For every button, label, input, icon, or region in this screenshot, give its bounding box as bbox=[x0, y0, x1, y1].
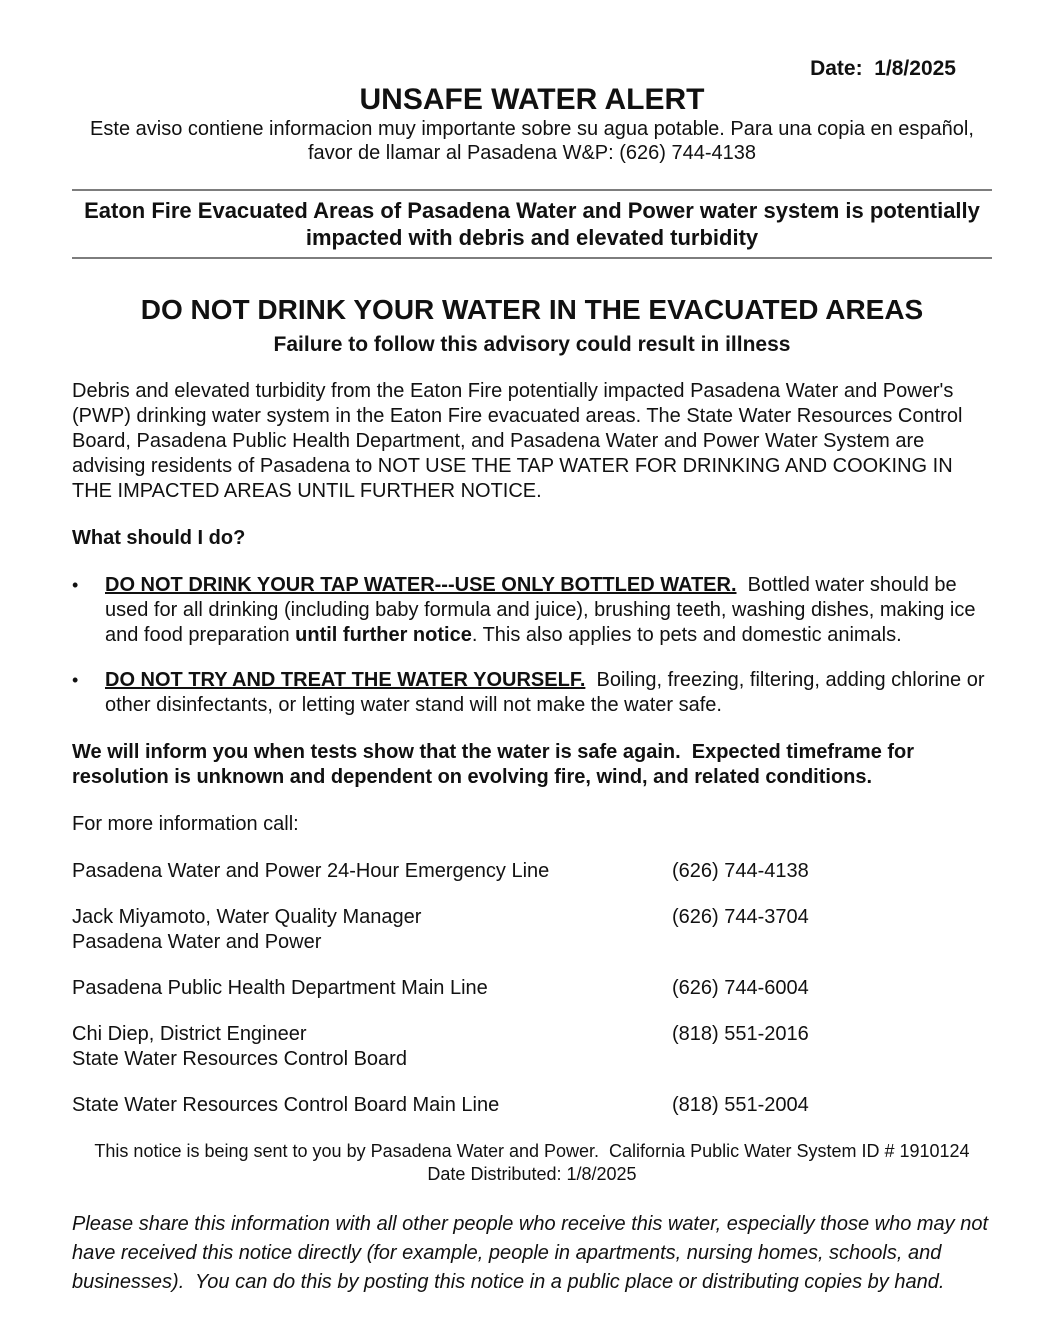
contact-name-block bbox=[72, 859, 672, 884]
contact-phone: (818) 551-2004 bbox=[672, 1094, 809, 1116]
bullet-marker: • bbox=[72, 575, 79, 595]
contact-phone: (818) 551-2016 bbox=[672, 1023, 809, 1045]
contact-intro: For more information call: bbox=[72, 813, 299, 835]
warning-subheading: Failure to follow this advisory could result in illness bbox=[273, 333, 791, 356]
intro-paragraph: Debris and elevated turbidity from the Eaton Fire potentially impacted Pasadena Water and Power's (PWP) drinking water system in the Eaton Fire evacuated areas. The State Water Resources Control Board, Pasadena Public Health Department, and Pasadena Water and Power Water System are advising residents of Pasadena to NOT USE THE TAP WATER FOR DRINKING AND COOKING IN THE IMPACTED AREAS UNTIL FURTHER NOTICE. bbox=[72, 380, 968, 502]
contact-row bbox=[72, 1093, 992, 1118]
date-line: Date: 1/8/2025 bbox=[810, 57, 956, 80]
inform-paragraph: We will inform you when tests show that the water is safe again. Expected timeframe for resolution is unknown and dependent on evolving fire, wind, and related conditions. bbox=[72, 741, 920, 788]
share-paragraph: Please share this information with all other people who receive this water, especially those who may not have received this notice directly (for example, people in apartments, nursing homes, schools, and businesses). You can do this by posting this notice in a public place or distributing copies by hand. bbox=[72, 1213, 994, 1293]
contact-row bbox=[72, 859, 992, 884]
contact-name: Chi Diep, District Engineer bbox=[72, 1023, 307, 1045]
contact-name-block bbox=[72, 1093, 672, 1118]
bullet-list bbox=[72, 573, 992, 718]
divider-bottom bbox=[72, 257, 992, 259]
contact-list bbox=[72, 859, 992, 1118]
bullet-text bbox=[105, 573, 992, 648]
contact-name-block bbox=[72, 976, 672, 1001]
contact-row bbox=[72, 1022, 992, 1072]
page-title: UNSAFE WATER ALERT bbox=[359, 83, 705, 116]
bullet-continuation-end: . This also applies to pets and domestic animals. bbox=[471, 624, 902, 646]
bullet-item bbox=[72, 668, 992, 718]
bullet-continuation: Boiling, freezing, filtering, adding chlorine or other disinfectants, or letting water stand will not make the water safe. bbox=[105, 669, 991, 716]
contact-name-block bbox=[72, 1022, 672, 1072]
contact-phone: (626) 744-6004 bbox=[672, 977, 809, 999]
contact-name: State Water Resources Control Board Main Line bbox=[72, 1094, 500, 1116]
contact-row bbox=[72, 976, 992, 1001]
contact-name: Pasadena Water and Power 24-Hour Emergency Line bbox=[72, 860, 550, 882]
bullet-item bbox=[72, 573, 992, 648]
impact-heading: Eaton Fire Evacuated Areas of Pasadena Water and Power water system is potentially impacted with debris and elevated turbidity bbox=[84, 198, 987, 250]
spanish-notice: Este aviso contiene informacion muy importante sobre su agua potable. Para una copia en español, favor de llamar al Pasadena W&P: (626) 744-4138 bbox=[90, 118, 980, 164]
bullet-marker: • bbox=[72, 670, 79, 690]
bullet-bold-phrase: until further notice bbox=[295, 624, 472, 646]
footer-note-line1: This notice is being sent to you by Pasadena Water and Power. California Public Water System ID # 1910124 bbox=[94, 1141, 970, 1161]
footer-note-line2: Date Distributed: 1/8/2025 bbox=[427, 1164, 637, 1184]
contact-phone: (626) 744-3704 bbox=[672, 906, 809, 928]
bullet-lead: DO NOT DRINK YOUR TAP WATER---USE ONLY BOTTLED WATER. bbox=[105, 574, 737, 596]
contact-name: Pasadena Public Health Department Main Line bbox=[72, 977, 488, 999]
bullet-lead: DO NOT TRY AND TREAT THE WATER YOURSELF. bbox=[105, 669, 586, 691]
contact-org: Pasadena Water and Power bbox=[72, 931, 322, 953]
what-to-do-heading: What should I do? bbox=[72, 527, 246, 549]
contact-name-block bbox=[72, 905, 672, 955]
warning-heading: DO NOT DRINK YOUR WATER IN THE EVACUATED AREAS bbox=[140, 294, 924, 325]
bullet-text bbox=[105, 668, 992, 718]
contact-org: State Water Resources Control Board bbox=[72, 1048, 407, 1070]
footer-note bbox=[72, 1140, 992, 1186]
bullet-continuation: Bottled water should be used for all drinking (including baby formula and juice), brushing teeth, washing dishes, making ice and food preparation bbox=[105, 574, 982, 646]
contact-row bbox=[72, 905, 992, 955]
contact-name: Jack Miyamoto, Water Quality Manager bbox=[72, 906, 422, 928]
contact-phone: (626) 744-4138 bbox=[672, 860, 809, 882]
